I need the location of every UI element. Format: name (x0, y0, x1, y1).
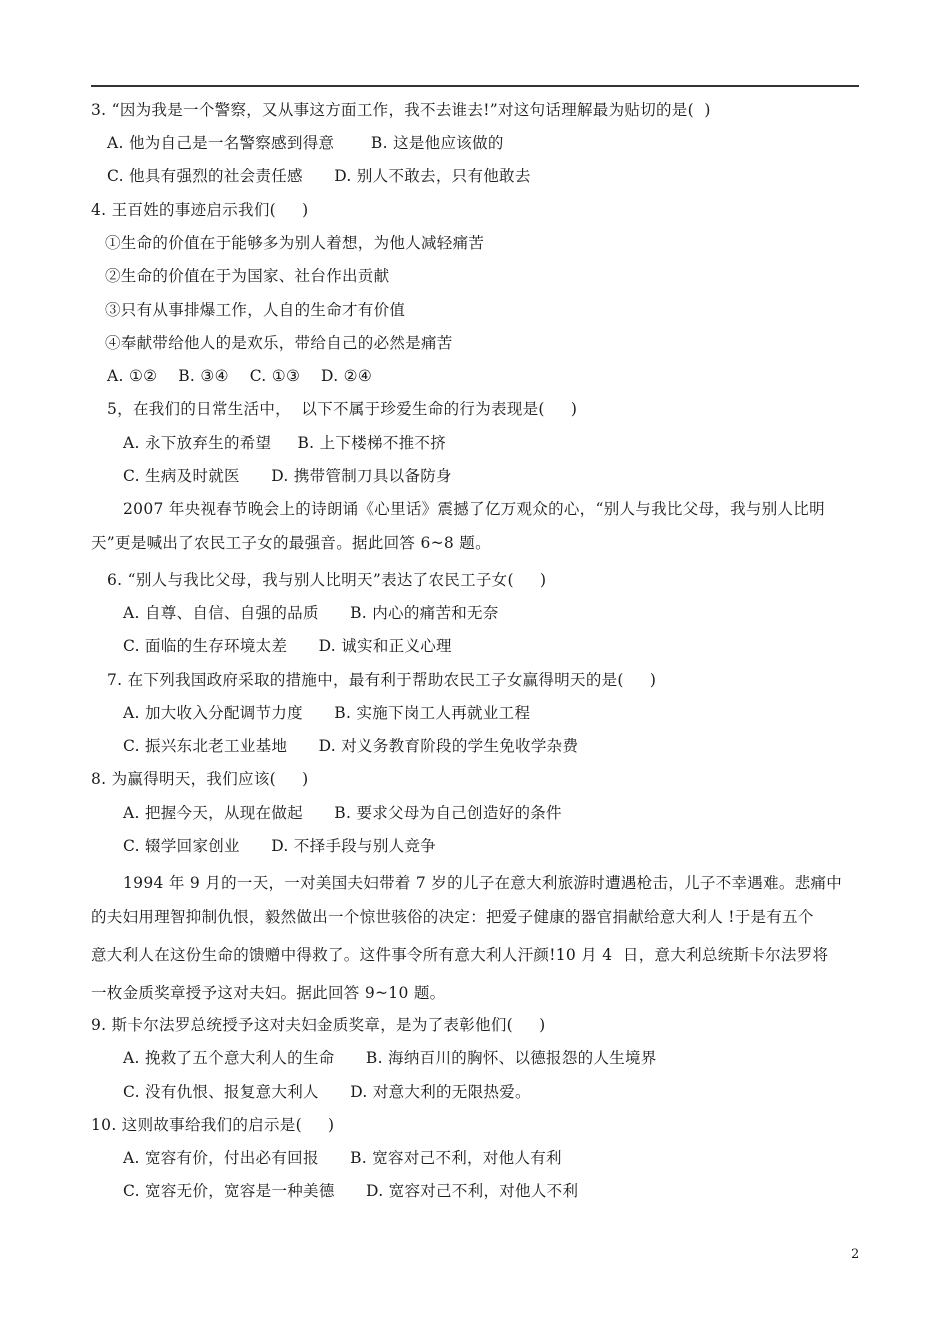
passage-1-line-1: 2007 年央视春节晚会上的诗朗诵《心里话》震撼了亿万观众的心，“别人与我比父母，我与别人比明 (123, 500, 825, 518)
question-7-stem: 7. 在下列我国政府采取的措施中，最有利于帮助农民工子女赢得明天的是( ) (107, 671, 657, 689)
question-8-options-ab: A. 把握今天，从现在做起 B. 要求父母为自己创造好的条件 (123, 804, 562, 822)
passage-2-line-2: 的夫妇用理智抑制仇恨，毅然做出一个惊世骇俗的决定：把爱子健康的器官捐献给意大利人 !于是有五个 (91, 908, 814, 926)
question-10-options-ab: A. 宽容有价，付出必有回报 B. 宽容对己不利，对他人有利 (123, 1149, 562, 1167)
question-8-options-cd: C. 辍学回家创业 D. 不择手段与别人竞争 (123, 837, 437, 855)
question-6-options-cd: C. 面临的生存环境太差 D. 诚实和正义心理 (123, 637, 452, 655)
question-4-stem: 4. 王百姓的事迹启示我们( ) (91, 201, 309, 219)
question-10-options-cd: C. 宽容无价，宽容是一种美德 D. 宽容对己不利，对他人不利 (123, 1182, 579, 1200)
question-4-options: A. ①② B. ③④ C. ①③ D. ②④ (107, 367, 373, 385)
header-rule (91, 85, 859, 87)
question-5-options-ab: A. 永下放弃生的希望 B. 上下楼梯不推不挤 (123, 434, 447, 452)
passage-2-line-4: 一枚金质奖章授予这对夫妇。据此回答 9~10 题。 (91, 984, 446, 1002)
question-3-options-cd: C. 他具有强烈的社会责任感 D. 别人不敢去，只有他敢去 (107, 167, 531, 185)
passage-2-line-3: 意大利人在这份生命的馈赠中得救了。这件事令所有意大利人汗颜!10 月 4 日，意大利总统斯卡尔法罗将 (91, 946, 829, 964)
question-10-stem: 10. 这则故事给我们的启示是( ) (91, 1116, 335, 1134)
question-4-statement-2: ②生命的价值在于为国家、社台作出贡献 (105, 267, 390, 285)
question-5-options-cd: C. 生病及时就医 D. 携带管制刀具以备防身 (123, 467, 452, 485)
passage-2-line-1: 1994 年 9 月的一天，一对美国夫妇带着 7 岁的儿子在意大利旅游时遭遇枪击，儿子不幸遇难。悲痛中 (123, 874, 843, 892)
question-3-stem: 3. “因为我是一个警察，又从事这方面工作，我不去谁去!”对这句话理解最为贴切的是( ) (91, 101, 711, 119)
question-6-options-ab: A. 自尊、自信、自强的品质 B. 内心的痛苦和无奈 (123, 604, 499, 622)
question-9-options-cd: C. 没有仇恨、报复意大利人 D. 对意大利的无限热爱。 (123, 1083, 531, 1101)
passage-1-line-2: 天”更是喊出了农民工子女的最强音。据此回答 6~8 题。 (91, 534, 491, 552)
question-7-options-ab: A. 加大收入分配调节力度 B. 实施下岗工人再就业工程 (123, 704, 531, 722)
question-7-options-cd: C. 振兴东北老工业基地 D. 对义务教育阶段的学生免收学杂费 (123, 737, 579, 755)
question-5-stem: 5，在我们的日常生活中， 以下不属于珍爱生命的行为表现是( ) (107, 400, 578, 418)
question-8-stem: 8. 为赢得明天，我们应该( ) (91, 770, 309, 788)
question-4-statement-1: ①生命的价值在于能够多为别人着想，为他人减轻痛苦 (105, 234, 485, 252)
question-9-options-ab: A. 挽救了五个意大利人的生命 B. 海纳百川的胸怀、以德报怨的人生境界 (123, 1049, 657, 1067)
question-4-statement-3: ③只有从事排爆工作，人自的生命才有价值 (105, 301, 406, 319)
question-3-options-ab: A. 他为自己是一名警察感到得意 B. 这是他应该做的 (107, 134, 504, 152)
question-6-stem: 6. “别人与我比父母，我与别人比明天”表达了农民工子女( ) (107, 571, 547, 589)
question-4-statement-4: ④奉献带给他人的是欢乐，带给自己的必然是痛苦 (105, 334, 453, 352)
page-number: 2 (851, 1247, 860, 1262)
question-9-stem: 9. 斯卡尔法罗总统授予这对夫妇金质奖章，是为了表彰他们( ) (91, 1016, 546, 1034)
